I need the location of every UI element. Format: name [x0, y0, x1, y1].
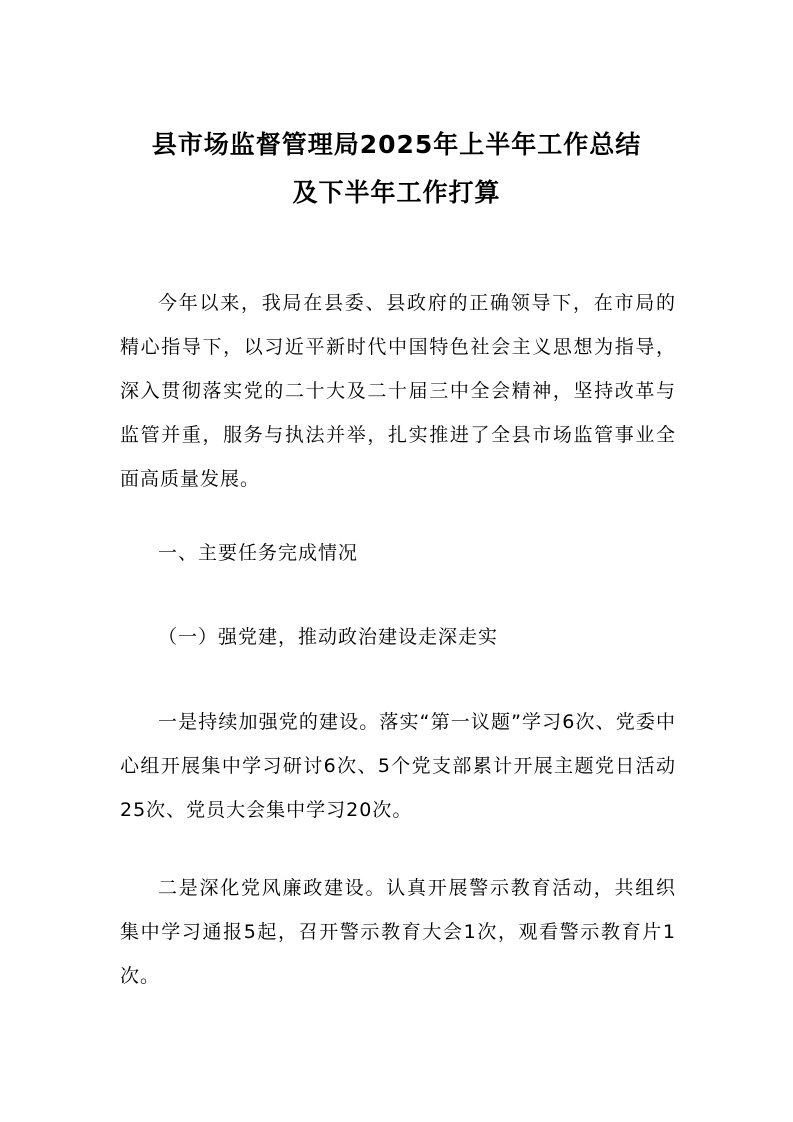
document-title-line-1: 县市场监督管理局2025年上半年工作总结: [151, 130, 642, 159]
subsection-heading-party-building: （一）强党建，推动政治建设走深走实: [158, 626, 499, 648]
paragraph-party-building: 一是持续加强党的建设。落实“第一议题”学习6次、党委中心组开展集中学习研讨6次、5个党支部累计开展主题党日活动25次、党员大会集中学习20次。: [120, 711, 676, 821]
paragraph-integrity-building: 二是深化党风廉政建设。认真开展警示教育活动，共组织集中学习通报5起，召开警示教育大会1次，观看警示教育片1次。: [120, 877, 676, 987]
document-title-line-2: 及下半年工作打算: [292, 178, 501, 207]
intro-paragraph: 今年以来，我局在县委、县政府的正确领导下，在市局的精心指导下，以习近平新时代中国特色社会主义思想为指导，深入贯彻落实党的二十大及二十届三中全会精神，坚持改革与监管并重，服务与执法并举，扎实推进了全县市场监管事业全面高质量发展。: [120, 292, 676, 490]
section-heading-main-tasks: 一、主要任务完成情况: [158, 542, 359, 564]
